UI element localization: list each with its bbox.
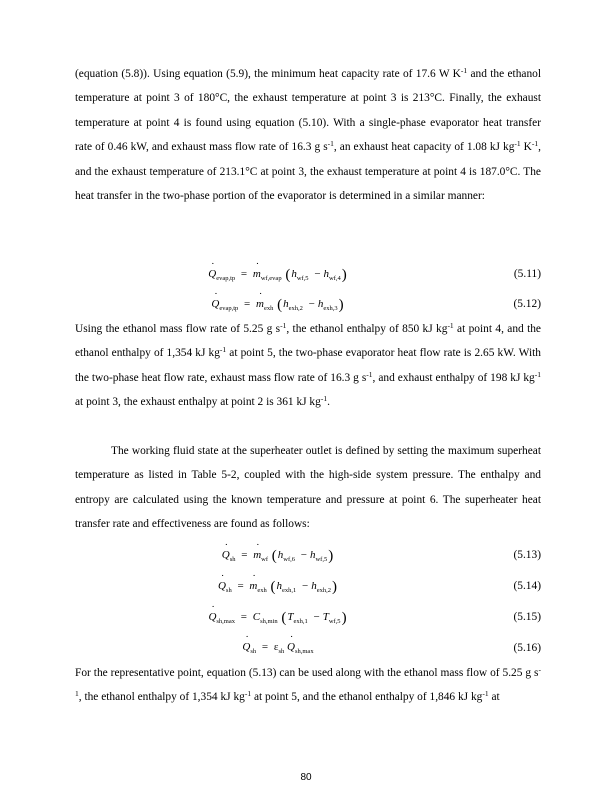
equals-sign: =	[244, 298, 251, 310]
superscript: -1	[514, 139, 521, 149]
equation-number: (5.15)	[513, 611, 541, 623]
q-dot-symbol: ˙ Q	[222, 549, 230, 561]
q-dot-symbol: ˙ Q	[208, 268, 216, 280]
symbol: h	[311, 580, 317, 592]
subscript: exh,2	[316, 587, 332, 594]
superscript: -1	[327, 139, 334, 149]
superscript: -1	[482, 689, 489, 699]
q-dot-symbol: ˙ Q	[208, 611, 216, 623]
superscript: -1	[75, 665, 541, 699]
symbol: T	[287, 611, 294, 623]
paragraph	[75, 62, 541, 208]
equation-body	[75, 610, 481, 627]
subscript: sh	[250, 648, 257, 655]
subscript: exh,1	[293, 618, 308, 625]
equation-body	[75, 579, 481, 596]
subscript: exh	[257, 587, 267, 594]
equation-5-14	[75, 575, 541, 599]
close-paren: )	[328, 548, 334, 564]
equation-number: (5.13)	[513, 549, 541, 561]
open-paren: (	[277, 297, 283, 313]
symbol: h	[283, 298, 289, 310]
subscript: exh,3	[323, 305, 338, 312]
paragraph	[75, 661, 541, 710]
symbol: h	[276, 580, 283, 592]
subscript: sh	[278, 648, 285, 655]
subscript: exh,2	[288, 305, 303, 312]
symbol: h	[323, 268, 330, 280]
subscript: sh	[229, 556, 236, 563]
subscript: exh	[263, 305, 274, 312]
epsilon-symbol: ε	[273, 641, 279, 653]
superscript: -1	[366, 369, 373, 379]
symbol: h	[317, 298, 324, 310]
page-number: 80	[300, 772, 312, 783]
q-dot-symbol: ˙ Q	[211, 298, 219, 310]
paragraph-text: For the representative point, equation (5.13) can be used along with the ethanol mass flow of 5.25 g $s^{-1}$, the ethanol enthalpy of 1,354 kJ $kg^{-1}$ at point 5, and the ethanol enthalpy of 1,846 kJ $kg^{-1}$ at	[75, 665, 541, 704]
superscript: -1	[280, 321, 287, 330]
subscript: wf,evap	[260, 275, 282, 282]
open-paren: (	[285, 267, 291, 283]
subscript: sh,max	[216, 618, 235, 625]
equation-number: (5.16)	[513, 642, 541, 654]
equation-5-13	[75, 544, 541, 568]
subscript: wf,5	[328, 618, 341, 625]
equation-body	[75, 548, 481, 565]
symbol: T	[322, 611, 329, 623]
superscript: -1	[531, 139, 539, 149]
subscript: evap,tp	[216, 275, 236, 282]
equals-sign: =	[237, 580, 244, 592]
superscript: -1	[460, 66, 468, 75]
subscript: wf,5	[296, 275, 309, 282]
equation-5-11	[75, 263, 541, 287]
open-paren: (	[281, 610, 287, 626]
open-paren: (	[271, 548, 277, 564]
equation-number: (5.11)	[513, 268, 541, 280]
m-dot-symbol: ˙ m	[253, 268, 261, 280]
minus-sign: −	[300, 549, 307, 561]
subscript: wf,5	[315, 556, 328, 563]
close-paren: )	[338, 297, 344, 313]
subscript: wf	[261, 556, 269, 563]
m-dot-symbol: ˙ m	[249, 580, 257, 592]
subscript: wf,4	[329, 275, 341, 282]
subscript: wf,6	[283, 556, 296, 563]
symbol: h	[291, 268, 297, 280]
symbol: h	[309, 549, 316, 561]
equals-sign: =	[240, 611, 247, 623]
superscript: -1	[447, 321, 454, 330]
paragraph-text: (equation (5.8)). Using equation (5.9), the minimum heat capacity rate of 17.6 W $K^{-1}$ and the ethanol temperature at point 3 of 180°C, the exhaust temperature at point 3 is 213°C. Finally, the exhaust temperature at point 4 is found using equation (5.10). With a single-phase evaporator heat transfer rate of 0.46 kW, and exhaust mass flow rate of 16.3 g $s^{-1}$, an exhaust heat capacity of 1.08 kJ $kg^{-1}$ $K^{-1}$, and the exhaust temperature of 213.1°C at point 3, the exhaust temperature at point 4 is 187.0°C. The heat transfer in the two-phase portion of the evaporator is determined in a similar manner:	[75, 66, 542, 203]
paragraph	[75, 317, 541, 415]
minus-sign: −	[308, 298, 315, 310]
superscript: -1	[534, 369, 541, 379]
superscript: -1	[244, 689, 252, 699]
equation-5-12	[75, 293, 541, 317]
subscript: sh,min	[260, 618, 278, 625]
close-paren: )	[341, 610, 347, 626]
q-dot-symbol: ˙ Q	[218, 580, 226, 592]
superscript: -1	[219, 345, 227, 355]
paragraph-text: Using the ethanol mass flow rate of 5.25 g $s^{-1}$, the ethanol enthalpy of 850 kJ $kg^{-1}$ at point 4, and the ethanol enthalpy of 1,354 kJ $kg^{-1}$ at point 5, the two-phase evaporator heat flow rate is 2.65 kW. With the two-phase heat flow rate, exhaust mass flow rate of 16.3 g $s^{-1}$, and exhaust enthalpy of 198 kJ $kg^{-1}$ at point 3, the exhaust enthalpy at point 2 is 361 kJ $kg^{-1}$.	[75, 321, 541, 409]
equation-5-16	[75, 637, 541, 661]
q-dot-symbol: ˙ Q	[242, 641, 250, 653]
subscript: exh,1	[282, 587, 297, 594]
minus-sign: −	[314, 268, 321, 280]
paragraph-text: The working fluid state at the superheater outlet is defined by setting the maximum superheat temperature as listed in Table 5-2, coupled with the high-side system pressure. The enthalpy and entropy are calculated using the known temperature and pressure at point 6. The superheater heat transfer rate and effectiveness are found as follows:	[75, 445, 541, 531]
equation-body	[75, 641, 481, 655]
minus-sign: −	[313, 611, 320, 623]
equals-sign: =	[241, 549, 248, 561]
equation-number: (5.14)	[513, 580, 541, 592]
minus-sign: −	[302, 580, 309, 592]
equation-number: (5.12)	[513, 298, 541, 310]
equation-body	[75, 297, 481, 314]
equals-sign: =	[261, 641, 269, 653]
close-paren: )	[332, 579, 338, 595]
m-dot-symbol: ˙ m	[256, 298, 264, 310]
equation-5-15	[75, 606, 541, 630]
open-paren: (	[270, 579, 276, 595]
m-dot-symbol: ˙ m	[253, 549, 261, 561]
subscript: sh	[225, 587, 232, 594]
subscript: sh,max	[294, 648, 314, 655]
close-paren: )	[341, 267, 347, 283]
superscript: -1	[320, 394, 328, 404]
symbol: h	[277, 549, 284, 561]
c-symbol: C	[252, 611, 261, 623]
q-dot-symbol: ˙ Q	[287, 641, 295, 653]
subscript: evap,tp	[219, 305, 239, 312]
equals-sign: =	[240, 268, 248, 280]
equation-body	[75, 267, 481, 284]
paragraph	[75, 439, 541, 537]
